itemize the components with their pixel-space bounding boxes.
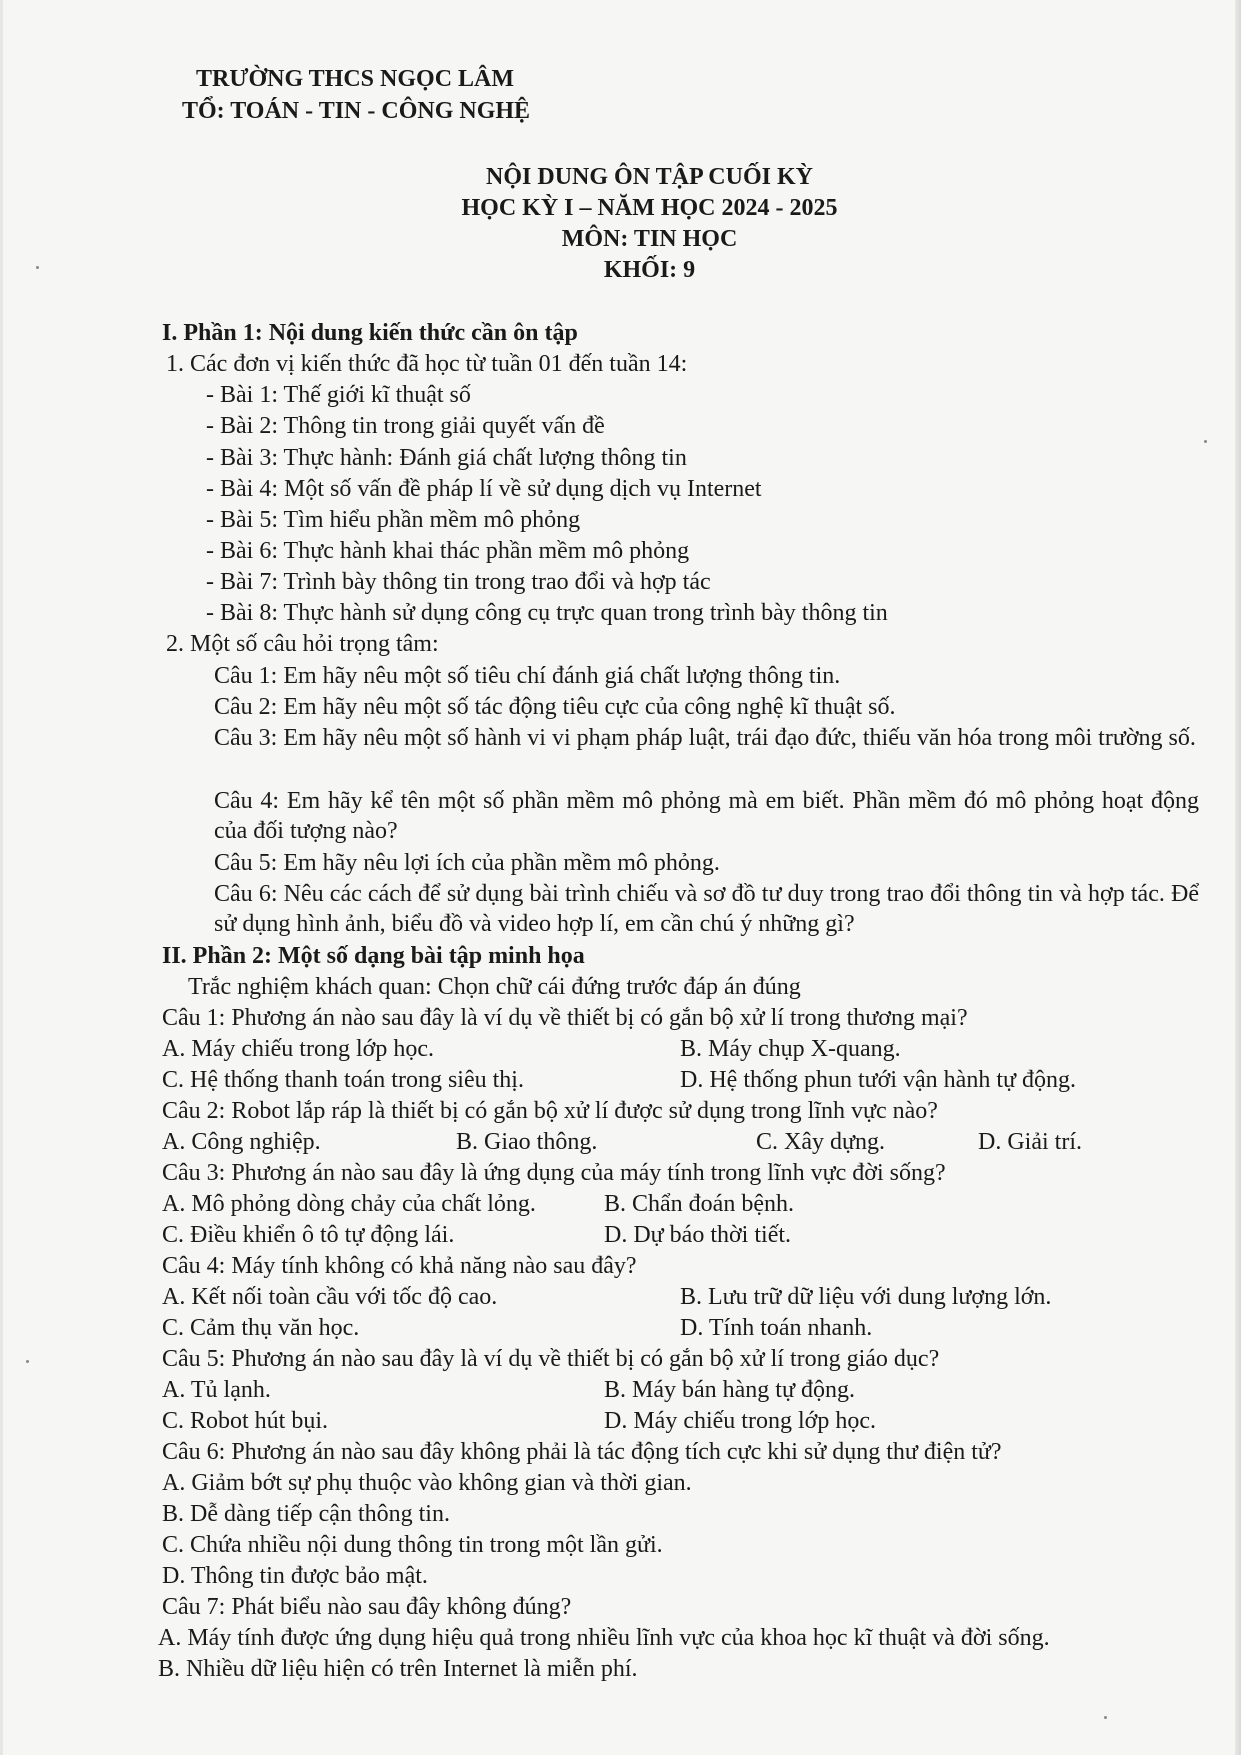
doc-title-line1: NỘI DUNG ÔN TẬP CUỐI KỲ [486, 164, 813, 190]
mcq-option: D. Dự báo thời tiết. [604, 1222, 792, 1248]
mcq-stem: Câu 4: Máy tính không có khả năng nào sau đây? [162, 1253, 637, 1279]
essay-question: Câu 3: Em hãy nêu một số hành vi vi phạm pháp luật, trái đạo đức, thiếu văn hóa trong môi trường số. [214, 725, 1196, 751]
mcq-option: B. Dễ dàng tiếp cận thông tin. [162, 1501, 450, 1527]
mcq-option: D. Tính toán nhanh. [680, 1315, 873, 1341]
part1-sub1: 1. Các đơn vị kiến thức đã học từ tuần 01 đến tuần 14: [166, 351, 688, 377]
lesson-item: - Bài 3: Thực hành: Đánh giá chất lượng thông tin [206, 445, 687, 471]
mcq-option: C. Cảm thụ văn học. [162, 1315, 360, 1341]
essay-question: Câu 5: Em hãy nêu lợi ích của phần mềm mô phỏng. [214, 850, 720, 876]
lesson-item: - Bài 6: Thực hành khai thác phần mềm mô phỏng [206, 538, 690, 564]
part1-sub2: 2. Một số câu hỏi trọng tâm: [166, 631, 439, 657]
essay-question: Câu 2: Em hãy nêu một số tác động tiêu cực của công nghệ kĩ thuật số. [214, 694, 896, 720]
mcq-stem: Câu 2: Robot lắp ráp là thiết bị có gắn bộ xử lí được sử dụng trong lĩnh vực nào? [162, 1098, 938, 1124]
mcq-option: B. Máy bán hàng tự động. [604, 1377, 855, 1403]
school-name: TRƯỜNG THCS NGỌC LÂM [196, 66, 515, 92]
mcq-option: A. Tủ lạnh. [162, 1377, 271, 1403]
part2-intro: Trắc nghiệm khách quan: Chọn chữ cái đứng trước đáp án đúng [188, 974, 801, 1000]
group-name: TỔ: TOÁN - TIN - CÔNG NGHỆ [182, 98, 531, 124]
mcq-option: D. Thông tin được bảo mật. [162, 1563, 428, 1589]
lesson-item: - Bài 1: Thế giới kĩ thuật số [206, 382, 471, 408]
mcq-option: A. Kết nối toàn cầu với tốc độ cao. [162, 1284, 498, 1310]
mcq-option: B. Chẩn đoán bệnh. [604, 1191, 794, 1217]
part1-heading: I. Phần 1: Nội dung kiến thức cần ôn tập [162, 320, 578, 346]
scan-speck [36, 266, 39, 269]
mcq-option: A. Máy tính được ứng dụng hiệu quả trong nhiều lĩnh vực của khoa học kĩ thuật và đời sống. [158, 1625, 1050, 1651]
mcq-option: A. Công nghiệp. [162, 1129, 321, 1155]
scan-speck [1204, 440, 1207, 443]
scan-speck [26, 1360, 29, 1363]
scan-speck [1104, 1716, 1107, 1719]
mcq-option: B. Lưu trữ dữ liệu với dung lượng lớn. [680, 1284, 1052, 1310]
mcq-option: C. Chứa nhiều nội dung thông tin trong một lần gửi. [162, 1532, 663, 1558]
doc-title-line2: HỌC KỲ I – NĂM HỌC 2024 - 2025 [461, 195, 838, 221]
mcq-option: A. Máy chiếu trong lớp học. [162, 1036, 434, 1062]
mcq-option: B. Nhiều dữ liệu hiện có trên Internet là miễn phí. [158, 1656, 638, 1682]
mcq-option: C. Xây dựng. [756, 1129, 885, 1155]
doc-title-line3: MÔN: TIN HỌC [561, 226, 738, 252]
part2-heading: II. Phần 2: Một số dạng bài tập minh họa [162, 943, 585, 969]
mcq-option: C. Hệ thống thanh toán trong siêu thị. [162, 1067, 524, 1093]
mcq-option: A. Mô phỏng dòng chảy của chất lỏng. [162, 1191, 536, 1217]
lesson-item: - Bài 2: Thông tin trong giải quyết vấn đề [206, 413, 605, 439]
lesson-item: - Bài 4: Một số vấn đề pháp lí về sử dụng dịch vụ Internet [206, 476, 762, 502]
mcq-option: B. Máy chụp X-quang. [680, 1036, 901, 1062]
mcq-option: A. Giảm bớt sự phụ thuộc vào không gian và thời gian. [162, 1470, 692, 1496]
essay-question: Câu 4: Em hãy kể tên một số phần mềm mô phỏng mà em biết. Phần mềm đó mô phỏng hoạt động của đối tượng nào? [214, 788, 1199, 844]
essay-question: Câu 1: Em hãy nêu một số tiêu chí đánh giá chất lượng thông tin. [214, 663, 841, 689]
mcq-stem: Câu 5: Phương án nào sau đây là ví dụ về thiết bị có gắn bộ xử lí trong giáo dục? [162, 1346, 940, 1372]
doc-title-line4: KHỐI: 9 [603, 257, 696, 283]
mcq-stem: Câu 6: Phương án nào sau đây không phải là tác động tích cực khi sử dụng thư điện tử? [162, 1439, 1002, 1465]
lesson-item: - Bài 5: Tìm hiểu phần mềm mô phỏng [206, 507, 581, 533]
mcq-stem: Câu 7: Phát biểu nào sau đây không đúng? [162, 1594, 572, 1620]
mcq-stem: Câu 3: Phương án nào sau đây là ứng dụng của máy tính trong lĩnh vực đời sống? [162, 1160, 946, 1186]
mcq-option: D. Hệ thống phun tưới vận hành tự động. [680, 1067, 1076, 1093]
mcq-option: D. Máy chiếu trong lớp học. [604, 1408, 876, 1434]
lesson-item: - Bài 8: Thực hành sử dụng công cụ trực quan trong trình bày thông tin [206, 600, 888, 626]
mcq-option: C. Robot hút bụi. [162, 1408, 329, 1434]
mcq-option: D. Giải trí. [978, 1129, 1082, 1155]
mcq-option: C. Điều khiển ô tô tự động lái. [162, 1222, 455, 1248]
essay-question: Câu 6: Nêu các cách để sử dụng bài trình chiếu và sơ đồ tư duy trong trao đổi thông tin và hợp tác. Để sử dụng hình ảnh, biểu đồ và video hợp lí, em cần chú ý những gì? [214, 881, 1199, 937]
mcq-option: B. Giao thông. [456, 1129, 598, 1155]
mcq-stem: Câu 1: Phương án nào sau đây là ví dụ về thiết bị có gắn bộ xử lí trong thương mại? [162, 1005, 968, 1031]
lesson-item: - Bài 7: Trình bày thông tin trong trao đổi và hợp tác [206, 569, 711, 595]
